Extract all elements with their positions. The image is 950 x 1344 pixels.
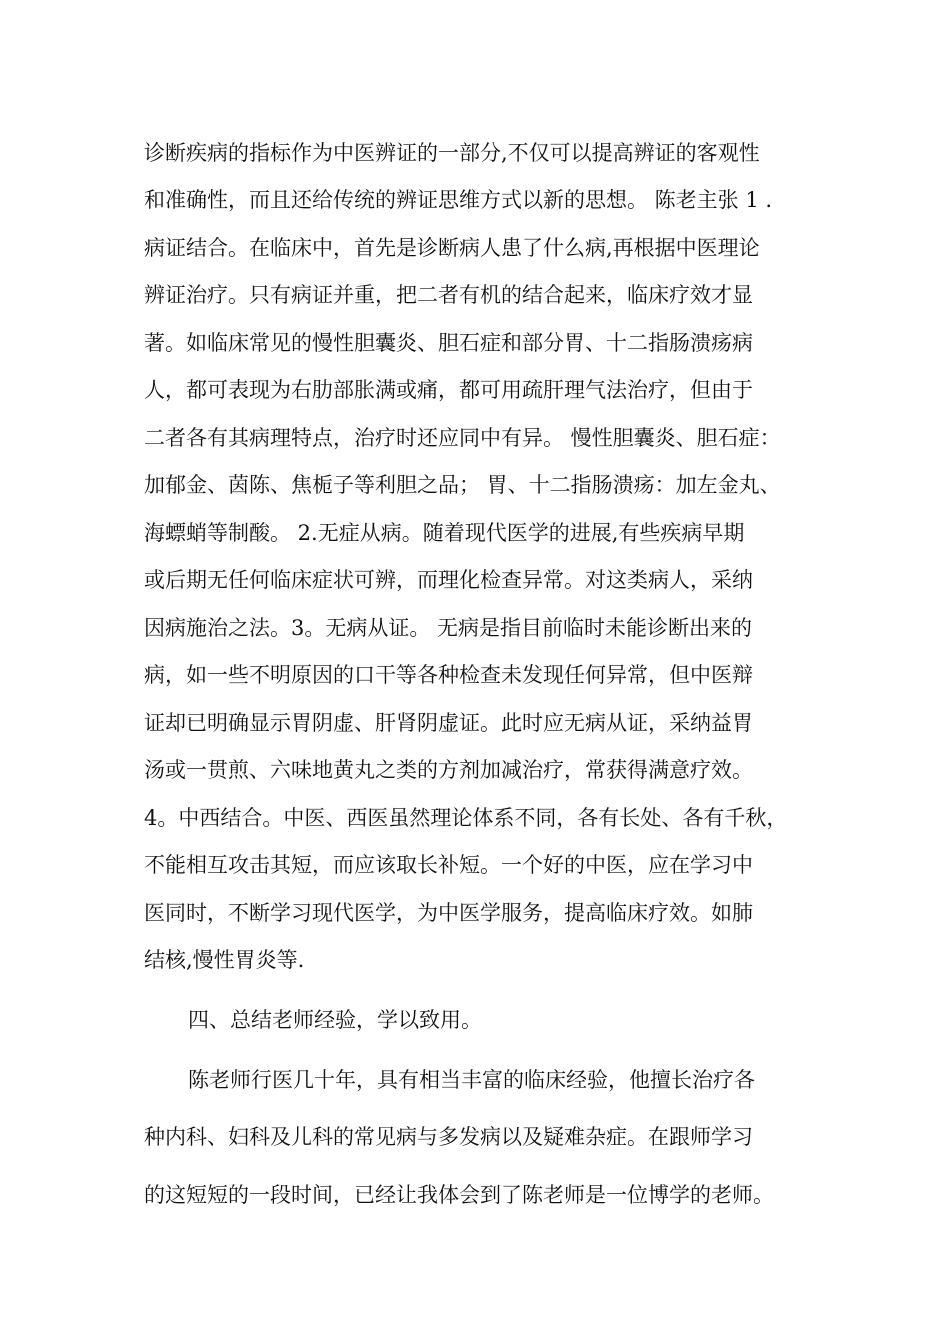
text-line: 辨证治疗。只有病证并重，把二者有机的结合起来，临床疗效才显 <box>144 283 753 307</box>
text-line: 医同时，不断学习现代医学，为中医学服务，提高临床疗效。如肺 <box>144 901 753 925</box>
text-line: 证却已明确显示胃阴虚、肝肾阴虚证。此时应无病从证，采纳益胃 <box>144 711 753 735</box>
text-line: 结核,慢性胃炎等. <box>144 948 305 972</box>
text-line: 的这短短的一段时间，已经让我体会到了陈老师是一位博学的老师。 <box>144 1183 774 1207</box>
text-line: 加郁金、茵陈、焦栀子等利胆之品； 胃、十二指肠溃疡：加左金丸、 <box>144 473 781 497</box>
text-line: 和准确性，而且还给传统的辨证思维方式以新的思想。 陈老主张 1 . <box>144 188 773 212</box>
text-line: 诊断疾病的指标作为中医辨证的一部分,不仅可以提高辨证的客观性 <box>144 141 760 165</box>
text-line: 二者各有其病理特点，治疗时还应同中有异。 慢性胆囊炎、胆石症： <box>144 426 781 450</box>
text-line: 不能相互攻击其短，而应该取长补短。一个好的中医，应在学习中 <box>144 853 753 877</box>
text-line: 著。如临床常见的慢性胆囊炎、胆石症和部分胃、十二指肠溃疡病 <box>144 331 753 355</box>
text-line: 种内科、妇科及儿科的常见病与多发病以及疑难杂症。在跟师学习 <box>144 1125 753 1149</box>
text-line: 或后期无任何临床症状可辨，而理化检查异常。对这类病人，采纳 <box>144 568 753 592</box>
text-line: 病，如一些不明原因的口干等各种检查未发现任何异常，但中医辩 <box>144 663 753 687</box>
section-heading: 四、总结老师经验，学以致用。 <box>188 1008 482 1032</box>
text-line: 4。中西结合。中医、西医虽然理论体系不同，各有长处、各有千秋， <box>144 806 788 830</box>
text-line: 因病施治之法。3。无病从证。 无病是指目前临时未能诊断出来的 <box>144 616 753 640</box>
text-line: 陈老师行医几十年，具有相当丰富的临床经验，他擅长治疗各 <box>188 1068 755 1092</box>
text-line: 病证结合。在临床中，首先是诊断病人患了什么病,再根据中医理论 <box>144 236 760 260</box>
text-line: 汤或一贯煎、六味地黄丸之类的方剂加减治疗，常获得满意疗效。 <box>144 758 753 782</box>
text-line: 人，都可表现为右肋部胀满或痛，都可用疏肝理气法治疗，但由于 <box>144 378 753 402</box>
text-line: 海螵蛸等制酸。 2.无症从病。随着现代医学的进展,有些疾病早期 <box>144 521 745 545</box>
